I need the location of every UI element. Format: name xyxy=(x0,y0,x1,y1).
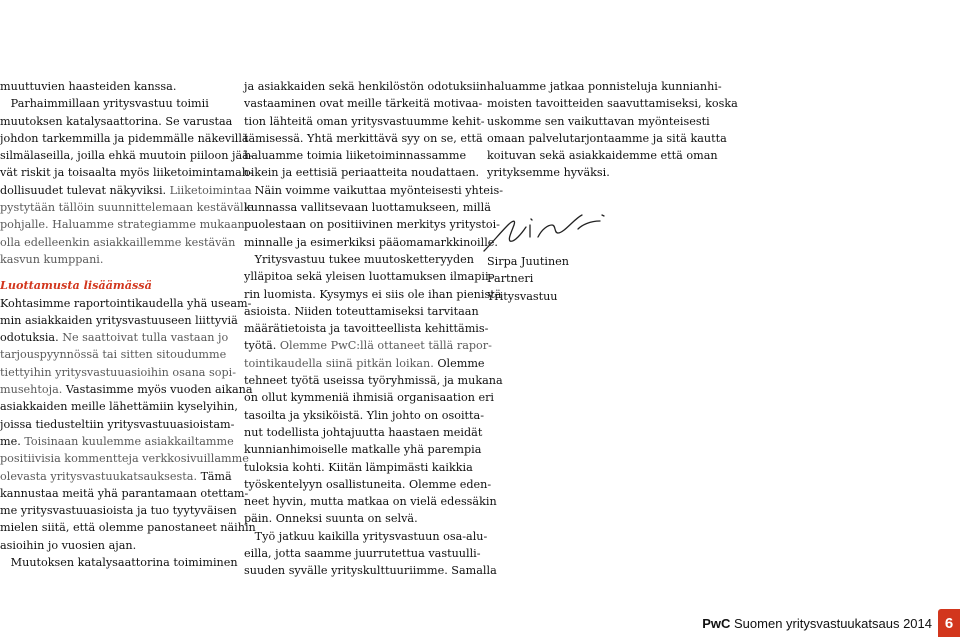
body-line: asioihin jo vuosien ajan. xyxy=(0,538,137,552)
highlight-text: tointikaudella siinä pitkän loikan. xyxy=(244,356,438,370)
highlight-line: positiivisia kommentteja verkkosivuillamme xyxy=(0,452,249,466)
body-line: Näin voimme vaikuttaa myönteisesti yhteis- xyxy=(244,183,503,197)
highlight-text: Toisinaan kuulemme asiakkailtamme xyxy=(24,434,234,448)
body-line: kannustaa meitä yhä parantamaan otettam- xyxy=(0,486,249,500)
body-line xyxy=(0,468,236,485)
body-line: on ollut kymmeniä ihmisiä organisaation eri xyxy=(244,391,495,405)
body-line: nut todellista johtajuutta haastaen meidät xyxy=(244,425,483,439)
highlight-text: Liiketoimintaa xyxy=(169,183,252,197)
body-text: Kysymys ei siis ole ihan pienistä xyxy=(319,287,502,301)
body-line: muutoksen katalysaattorina. Se varustaa xyxy=(0,114,233,128)
highlight-line: tiettyihin yritysvastuuasioihin osana sopi- xyxy=(0,365,236,379)
highlight-text: musehtoja. xyxy=(0,383,66,397)
highlight-line: pohjalle. Haluamme strategiamme mukaan xyxy=(0,218,245,232)
body-line: tasoilta ja yksiköistä. Ylin johto on osoitta- xyxy=(244,408,484,422)
signer-title: Partneri xyxy=(487,272,534,286)
body-line: omaan palvelutarjontaamme ja sitä kautta xyxy=(487,131,727,145)
body-line: oikein ja eettisiä periaatteita noudattaen. xyxy=(244,166,480,180)
highlight-line: tarjouspyynnössä tai sitten sitoudumme xyxy=(0,348,227,362)
highlight-line: olla edelleenkin asiakkaillemme kestävän xyxy=(0,235,236,249)
body-text: me. xyxy=(0,434,25,448)
highlight-text: olevasta yritysvastuukatsauksesta. xyxy=(0,469,201,483)
body-line: haluamme jatkaa ponnisteluja kunnianhi- xyxy=(487,80,722,93)
body-line xyxy=(244,337,492,354)
body-line: vastaaminen ovat meille tärkeitä motivaa- xyxy=(244,97,483,111)
body-line xyxy=(0,182,252,199)
text-column-3 xyxy=(487,78,738,182)
body-line: asioista. Niiden toteuttamiseksi tarvitaan xyxy=(244,304,479,318)
body-line xyxy=(0,381,253,398)
body-line: moisten tavoitteiden saavuttamiseksi, koska xyxy=(487,97,738,111)
body-line: työskentelyyn osallistuneita. Olemme eden- xyxy=(244,477,492,491)
text-column-2 xyxy=(244,78,503,580)
highlight-text: Ne saattoivat tulla vastaan jo xyxy=(62,331,229,345)
body-line: Muutoksen katalysaattorina toimiminen xyxy=(0,556,238,570)
body-text: rin luomista. xyxy=(244,287,320,301)
body-line: muuttuvien haasteiden kanssa. xyxy=(0,80,177,93)
body-text: tämisessä. xyxy=(244,131,307,145)
body-line: me yritysvastuuasioista ja tuo tyytyväisen xyxy=(0,504,237,518)
body-line xyxy=(244,286,502,303)
signer-name: Sirpa Juutinen xyxy=(487,255,569,268)
body-line: eilla, jotta saamme juurrutettua vastuulli- xyxy=(244,547,481,561)
highlight-line: pystytään tällöin suunnittelemaan kestävälle xyxy=(0,201,254,215)
body-line: minnalle ja esimerkiksi pääomamarkkinoille. xyxy=(244,235,498,249)
page-footer xyxy=(702,609,960,637)
body-line: Yritysvastuu tukee muutosketteryyden xyxy=(244,252,474,266)
body-text: Olemme xyxy=(437,356,485,370)
body-line xyxy=(244,130,483,147)
body-text: Tämä xyxy=(200,469,232,483)
body-line: joissa tiedusteltiin yritysvastuuasioistam- xyxy=(0,417,235,431)
body-line: Parhaimmillaan yritysvastuu toimii xyxy=(0,97,209,111)
body-text: odotuksia. xyxy=(0,331,63,345)
body-line: tuloksia kohti. Kiitän lämpimästi kaikkia xyxy=(244,460,473,474)
text-column-1 xyxy=(0,78,256,571)
body-text: Yhtä merkittävä syy on se, että xyxy=(306,131,483,145)
body-line: päin. Onneksi suunta on selvä. xyxy=(244,512,418,526)
body-line: tehneet työtä useissa työryhmissä, ja mukana xyxy=(244,374,503,388)
body-line: kunnassa vallitsevaan luottamukseen, millä xyxy=(244,201,491,215)
body-text: Vastasimme myös vuoden aikana xyxy=(65,383,253,397)
body-text: dollisuudet tulevat näkyviksi. xyxy=(0,183,170,197)
publication-title: Suomen yritysvastuukatsaus 2014 xyxy=(730,615,932,631)
body-text: työtä. xyxy=(244,339,280,353)
highlight-line: kasvun kumppani. xyxy=(0,252,104,266)
body-line: Työ jatkuu kaikilla yritysvastuun osa-alu- xyxy=(244,529,488,543)
body-line: ja asiakkaiden sekä henkilöstön odotuksiin xyxy=(244,80,487,93)
body-line: puolestaan on positiivinen merkitys yritystoi- xyxy=(244,218,500,232)
footer-title xyxy=(702,616,932,631)
body-line xyxy=(0,329,236,346)
body-line xyxy=(0,433,236,450)
brand-name: PwC xyxy=(702,615,731,631)
body-line: neet hyvin, mutta matkaa on vielä edessäkin xyxy=(244,495,497,509)
highlight-text: Olemme PwC:llä ottaneet tällä rapor- xyxy=(279,339,492,353)
body-line: koituvan sekä asiakkaidemme että oman xyxy=(487,149,718,163)
body-line: määrätietoista ja tavoitteellista kehittämis- xyxy=(244,322,489,336)
page-number: 6 xyxy=(938,609,960,637)
body-line: asiakkaiden meille lähettämiin kyselyihin, xyxy=(0,400,238,414)
body-line: vät riskit ja toisaalta myös liiketoimintamah- xyxy=(0,166,253,180)
signature-block xyxy=(487,253,569,305)
body-line: yrityksemme hyväksi. xyxy=(487,166,610,180)
body-line: min asiakkaiden yritysvastuuseen liittyviä xyxy=(0,313,238,327)
body-line: kunnianhimoiselle matkalle yhä parempia xyxy=(244,443,482,457)
body-line: mielen siitä, että olemme panostaneet näihin xyxy=(0,521,256,535)
body-line: silmälaseilla, joilla ehkä muutoin piiloon jää- xyxy=(0,149,253,163)
body-line: suuden syvälle yrityskulttuuriimme. Samalla xyxy=(244,564,497,578)
body-line: johdon tarkemmilla ja pidemmälle näkevillä xyxy=(0,131,249,145)
body-line: uskomme sen vaikuttavan myönteisesti xyxy=(487,114,710,128)
body-line: Kohtasimme raportointikaudella yhä useam- xyxy=(0,296,252,310)
body-line: haluamme toimia liiketoiminnassamme xyxy=(244,149,467,163)
body-line: ylläpitoa sekä yleisen luottamuksen ilmapii- xyxy=(244,270,493,284)
section-heading: Luottamusta lisäämässä xyxy=(0,278,152,293)
body-line: tion lähteitä oman yritysvastuumme kehit- xyxy=(244,114,485,128)
signer-unit: Yritysvastuu xyxy=(487,289,558,303)
body-line xyxy=(244,355,485,372)
